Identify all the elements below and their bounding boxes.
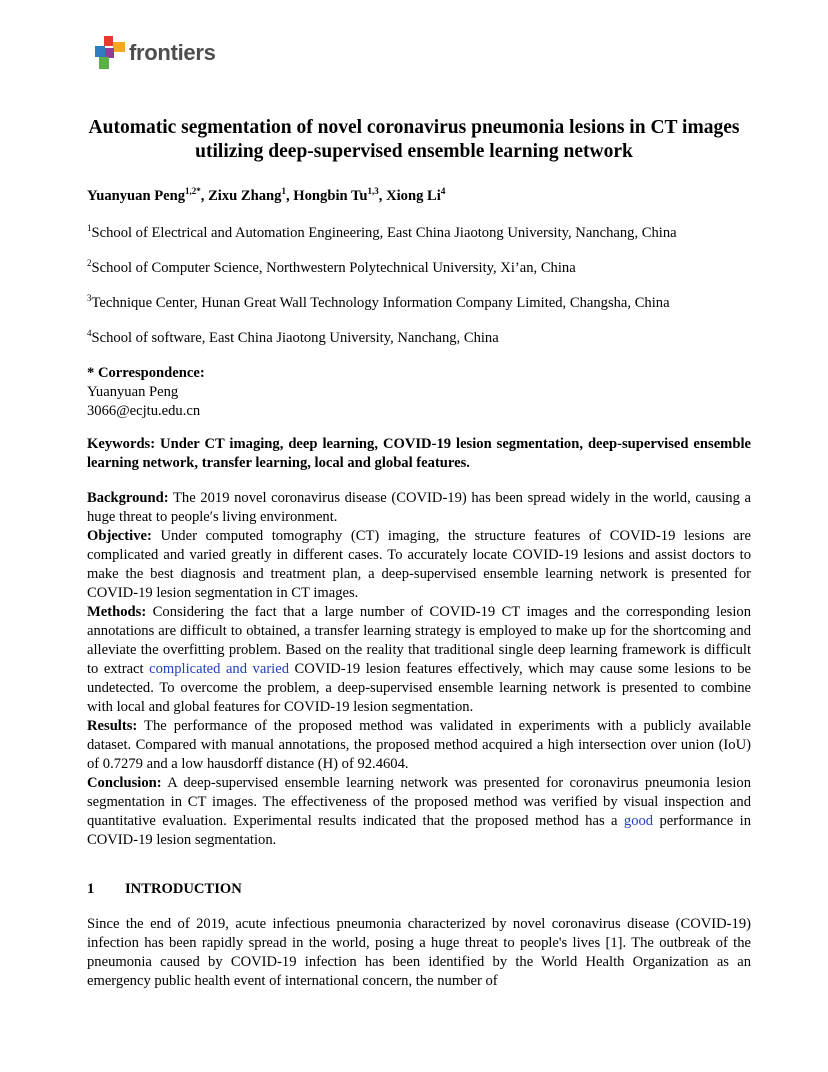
affiliation [87,294,751,313]
author-name: Yuanyuan Peng [87,188,186,204]
affiliation-sup: 4 [87,328,92,339]
frontiers-logo-icon [95,36,127,70]
affiliation-sup: 2 [87,258,92,269]
affiliation-text: School of Computer Science, Northwestern Polytechnical University, Xi’an, China [91,260,576,276]
abstract-background [87,489,751,527]
background-text: The 2019 novel coronavirus disease (COVID-19) has been spread widely in the world, causing a huge threat to people′s living environment. [87,490,751,525]
affiliation [87,224,751,243]
author-name: Hongbin Tu [293,188,368,204]
abstract [87,489,751,850]
conclusion-highlight: good [623,813,654,829]
intro-paragraph: Since the end of 2019, acute infectious pneumonia characterized by novel coronavirus disease (COVID-19) infection has been rapidly spread in the world, posing a huge threat to people's lives [1]. The outbreak of the pneumonia caused by COVID-19 infection has been identified by the World Health Organization as an emergency public health event of international concern, the number of [87,916,751,989]
abstract-methods [87,603,751,717]
affiliation-sup: 1 [87,223,92,234]
conclusion-text: A deep-supervised ensemble learning network was presented for coronavirus pneumonia lesion segmentation in CT images. The effectiveness of the proposed method was verified by visual inspection and quantitative evaluation. Experimental results indicated that the proposed method has a [87,775,751,829]
abstract-results [87,717,751,774]
objective-label: Objective: [87,528,152,544]
results-text: The performance of the proposed method was validated in experiments with a publicly available dataset. Compared with manual annotations, the proposed method acquired a high intersection over union (IoU) of 0.7279 and a low hausdorff distance (H) of 92.4604. [87,718,751,772]
abstract-conclusion [87,774,751,850]
affiliation-text: School of software, East China Jiaotong University, Nanchang, China [91,330,499,346]
background-label: Background: [87,490,169,506]
paper-title: Automatic segmentation of novel coronavirus pneumonia lesions in CT images utilizing deep-supervised ensemble learning network [88,117,740,162]
author-list: Yuanyuan Peng$^{1,2*}$, Zixu Zhang$^1$, Hongbin Tu$^{1,3}$, Xiong Li$^4$ [87,186,446,204]
affiliation-sup: 3 [87,293,92,304]
section-number: 1 [87,881,95,897]
author-sup: 1 [281,186,286,197]
methods-highlight: complicated and varied [149,661,290,677]
author-name: Zixu Zhang [208,188,282,204]
author-name: Xiong Li [386,188,441,204]
abstract-objective [87,527,751,603]
section-title: INTRODUCTION [125,881,242,897]
author-sup: 1,3 [367,186,379,197]
correspondence-label: * Correspondence: [87,365,205,381]
correspondence [87,364,751,421]
conclusion-text-continued: performance in COVID-19 lesion segmentation. [87,813,751,848]
author-sup: 1,2* [185,186,201,197]
author-sup: 4 [440,186,446,197]
affiliation-text: Technique Center, Hunan Great Wall Technology Information Company Limited, Changsha, China [91,295,670,311]
conclusion-label: Conclusion: [87,775,162,791]
affiliation-text: School of Electrical and Automation Engineering, East China Jiaotong University, Nanchang, China [91,225,677,241]
logo-text: frontiers [129,40,216,65]
frontiers-logo [95,35,216,71]
correspondence-email: 3066@ecjtu.edu.cn [87,403,201,419]
affiliation [87,329,751,348]
methods-text-continued: COVID-19 lesion features effectively, which may cause some lesions to be undetected. To overcome the problem, a deep-supervised ensemble learning network is presented to combine with local and global features for COVID-19 lesion segmentation. [87,661,751,715]
methods-label: Methods: [87,604,147,620]
keywords: Keywords: Under CT imaging, deep learning, COVID-19 lesion segmentation, deep-supervised ensemble learning network, transfer learning, local and global features. [87,436,751,471]
affiliation [87,259,751,278]
correspondence-name: Yuanyuan Peng [87,384,179,400]
section-heading [87,880,751,899]
results-label: Results: [87,718,138,734]
methods-text: Considering the fact that a large number of COVID-19 CT images and the corresponding lesion annotations are difficult to obtained, a transfer learning strategy is employed to make up for the shortcoming and alleviate the overfitting problem. Based on the reality that traditional single deep learning framework is difficult to extract [87,604,751,677]
objective-text: Under computed tomography (CT) imaging, the structure features of COVID-19 lesions are complicated and varied greatly in different cases. To accurately locate COVID-19 lesions and assist doctors to make the best diagnosis and treatment plan, a deep-supervised ensemble learning network is presented for COVID-19 lesion segmentation in CT images. [87,528,751,601]
